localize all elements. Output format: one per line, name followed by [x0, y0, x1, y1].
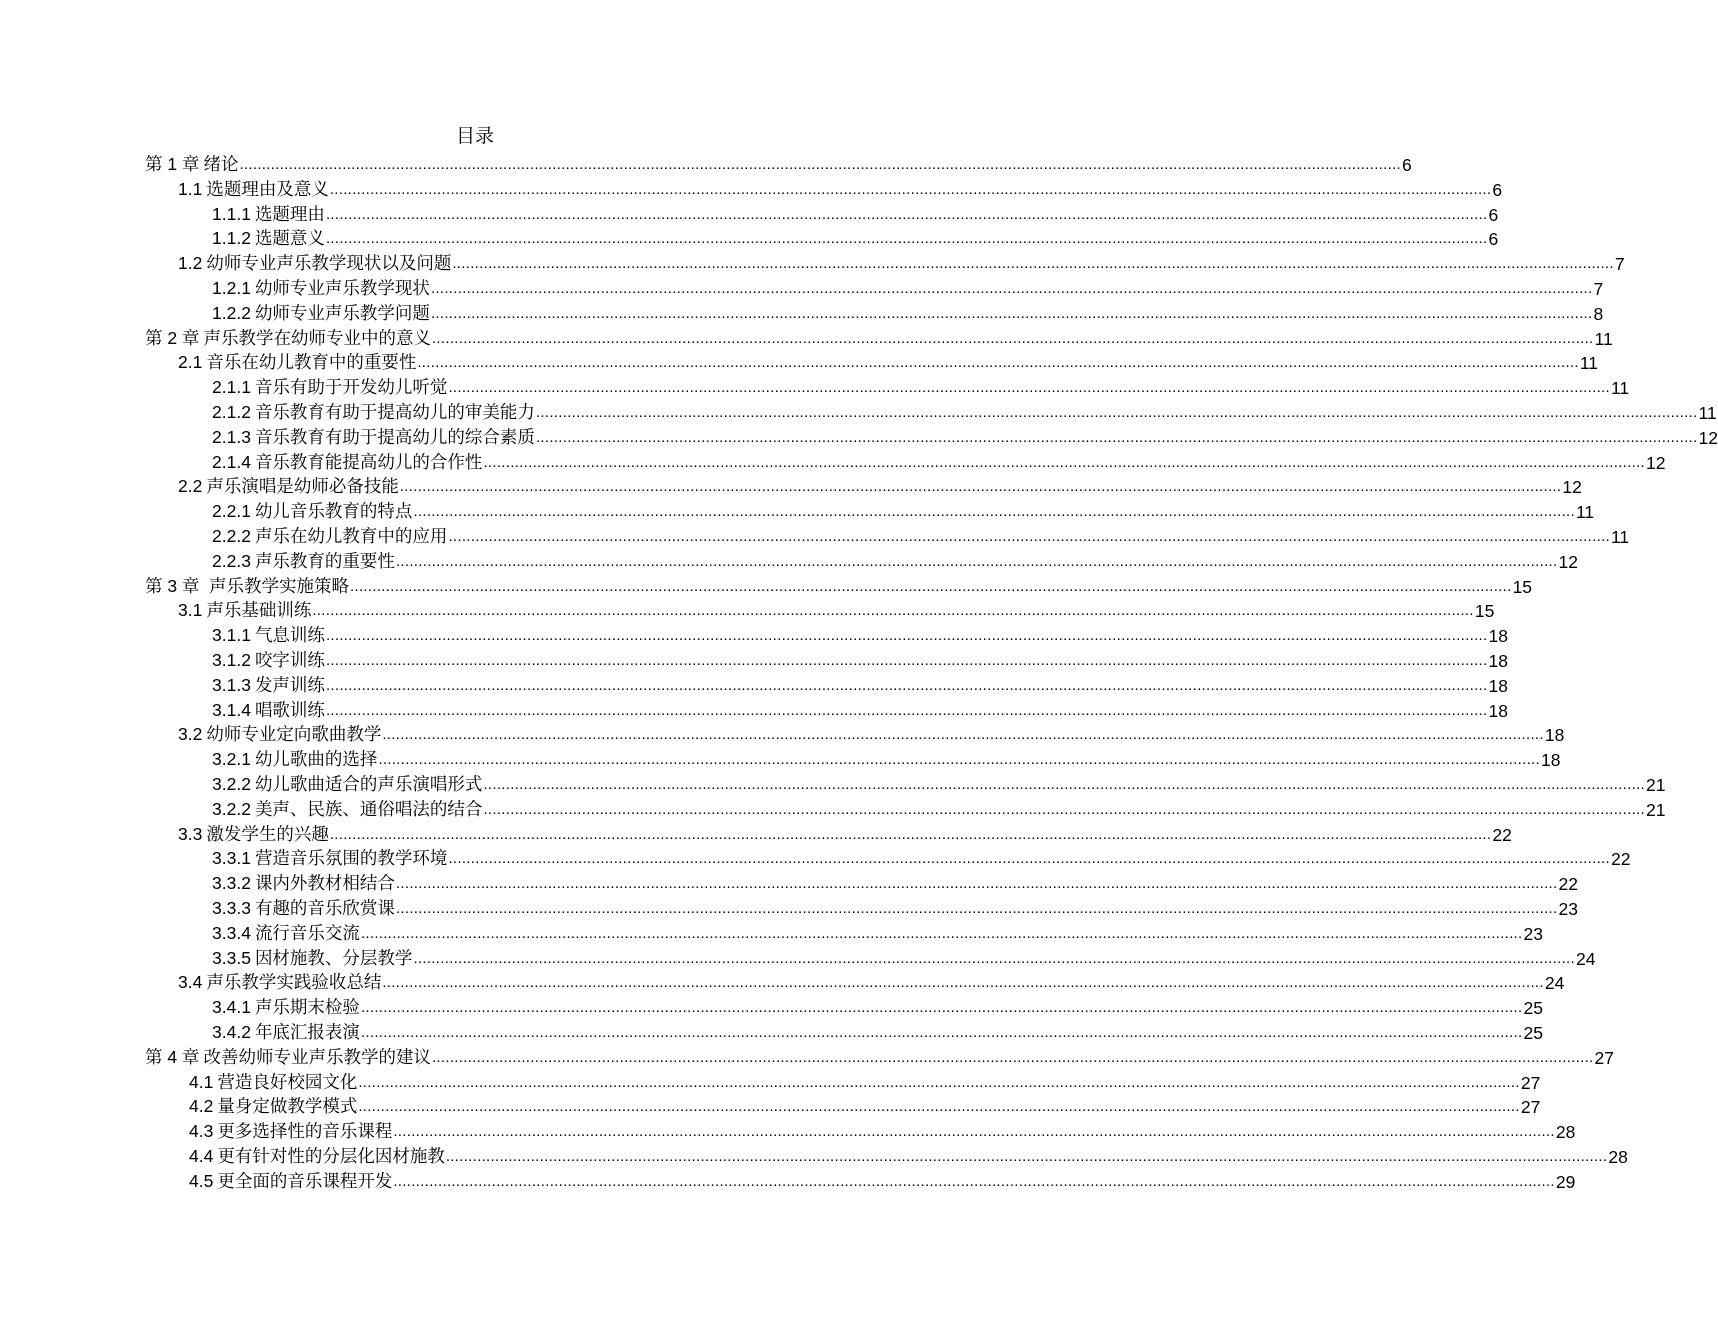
toc-entry-number: 3.1.2 — [212, 650, 251, 670]
toc-entry[interactable] — [189, 1118, 1576, 1143]
toc-dot-leader: .................................................................................................................................................................................................................................................................... — [358, 1073, 1520, 1091]
toc-entry-label — [212, 624, 325, 647]
toc-entry-page: 11 — [1610, 527, 1630, 547]
toc-entry-title: 量身定做教学模式 — [217, 1097, 358, 1118]
toc-entry-number: 第 3 章 — [145, 575, 200, 596]
toc-dot-leader: .................................................................................................................................................................................................................................................................... — [452, 255, 1614, 273]
toc-entry-number: 3.4.1 — [212, 997, 251, 1018]
toc-entry[interactable] — [212, 994, 1543, 1019]
toc-entry-label — [189, 1071, 357, 1094]
toc-entry-number: 1.2 — [178, 253, 203, 274]
toc-entry[interactable] — [212, 697, 1508, 722]
toc-entry-number: 3.2.1 — [212, 749, 251, 770]
toc-entry-number: 2.1.4 — [212, 451, 251, 472]
toc-entry-page: 18 — [1488, 700, 1508, 721]
toc-entry[interactable] — [212, 548, 1578, 573]
toc-entry-page: 11 — [1575, 502, 1595, 523]
toc-entry-title: 年底汇报表演 — [254, 1023, 360, 1043]
toc-entry-title: 发声训练 — [254, 675, 325, 696]
toc-entry-page: 27 — [1520, 1097, 1541, 1118]
toc-entry-page: 22 — [1492, 824, 1512, 845]
toc-entry-title: 气息训练 — [254, 626, 325, 647]
toc-entry-label — [212, 525, 447, 548]
toc-dot-leader: .................................................................................................................................................................................................................................................................... — [535, 404, 1698, 421]
toc-entry-title: 音乐在幼儿教育中的重要性 — [206, 353, 417, 374]
toc-entry[interactable] — [178, 349, 1599, 374]
toc-entry[interactable] — [178, 176, 1503, 201]
toc-entry[interactable] — [212, 449, 1666, 474]
toc-entry[interactable] — [212, 845, 1631, 870]
toc-entry-label — [178, 178, 329, 201]
toc-entry-label — [178, 351, 416, 374]
toc-entry-title: 课内外教材相结合 — [254, 874, 395, 895]
toc-entry-number: 1.2.2 — [212, 302, 251, 323]
toc-dot-leader: .................................................................................................................................................................................................................................................................... — [430, 280, 1593, 297]
toc-entry-page: 21 — [1645, 799, 1666, 820]
toc-entry[interactable] — [212, 399, 1717, 424]
toc-entry-label — [212, 872, 395, 895]
toc-dot-leader: .................................................................................................................................................................................................................................................................... — [399, 478, 1562, 496]
toc-entry[interactable] — [178, 721, 1565, 746]
toc-entry-number: 2.2.2 — [212, 526, 251, 546]
toc-entry-page: 18 — [1540, 750, 1561, 771]
toc-entry-page: 28 — [1608, 1147, 1628, 1167]
toc-entry-title: 幼师专业定向歌曲教学 — [206, 725, 382, 746]
toc-entry-number: 第 2 章 — [145, 327, 200, 348]
toc-entry-title: 营造良好校园文化 — [217, 1072, 358, 1093]
toc-dot-leader: .................................................................................................................................................................................................................................................................... — [483, 453, 1645, 471]
toc-entry-label — [212, 699, 325, 722]
toc-entry-number: 第 1 章 — [145, 154, 200, 174]
toc-entry-number: 4.3 — [189, 1121, 214, 1142]
toc-entry-label — [212, 773, 482, 796]
toc-entry-title: 选题理由 — [254, 204, 325, 225]
toc-dot-leader: .................................................................................................................................................................................................................................................................... — [239, 156, 1402, 173]
toc-entry-number: 3.3.4 — [212, 922, 251, 943]
toc-entry-title: 音乐教育有助于提高幼儿的综合素质 — [254, 427, 535, 448]
toc-entry-page: 27 — [1520, 1072, 1541, 1093]
toc-entry-label — [212, 674, 325, 697]
toc-entry-title: 声乐教学在幼师专业中的意义 — [203, 328, 431, 349]
toc-entry-label — [212, 847, 447, 870]
toc-entry-page: 15 — [1512, 576, 1533, 597]
toc-entry-number: 1.1 — [178, 178, 203, 199]
toc-dot-leader: .................................................................................................................................................................................................................................................................... — [325, 701, 1488, 719]
toc-entry-title: 声乐教学实践验收总结 — [206, 973, 382, 994]
toc-entry-label — [212, 1021, 360, 1044]
toc-entry-title: 营造音乐氛围的教学环境 — [254, 849, 448, 870]
toc-title: 目录 — [455, 125, 494, 147]
toc-entry[interactable] — [212, 275, 1604, 300]
toc-entry-title: 激发学生的兴趣 — [206, 824, 329, 845]
toc-entry-title: 幼师专业声乐教学问题 — [254, 303, 430, 324]
toc-dot-leader: .................................................................................................................................................................................................................................................................... — [430, 304, 1593, 322]
toc-entry-page: 22 — [1558, 874, 1578, 895]
toc-entry[interactable] — [212, 1019, 1543, 1044]
toc-entry-label — [145, 153, 238, 176]
toc-entry-number: 3.2 — [178, 724, 203, 745]
toc-entry-page: 12 — [1645, 452, 1666, 473]
toc-entry[interactable] — [189, 1168, 1576, 1193]
toc-entry[interactable] — [212, 870, 1578, 895]
toc-entry-label — [189, 1170, 392, 1193]
toc-entry[interactable] — [178, 597, 1495, 622]
toc-entry-title: 音乐教育能提高幼儿的合作性 — [254, 452, 483, 473]
toc-entry-label — [145, 327, 431, 350]
toc-entry-number: 2.2.1 — [212, 501, 251, 522]
toc-entry-page: 12 — [1558, 551, 1578, 572]
toc-entry-title: 更全面的音乐课程开发 — [217, 1171, 393, 1192]
toc-entry-title: 声乐演唱是幼师必备技能 — [206, 477, 399, 498]
toc-dot-leader: .................................................................................................................................................................................................................................................................... — [360, 999, 1523, 1017]
toc-entry-title: 声乐教育的重要性 — [254, 551, 395, 572]
toc-entry-label — [212, 500, 412, 523]
toc-entry[interactable] — [178, 821, 1512, 846]
toc-entry[interactable] — [212, 771, 1666, 796]
toc-entry-number: 3.3 — [178, 823, 203, 844]
toc-entry-label — [189, 1120, 392, 1143]
toc-entry-number: 第 4 章 — [145, 1046, 200, 1067]
toc-entry-label — [212, 748, 377, 771]
toc-entry-label — [212, 277, 430, 300]
toc-entry-page: 25 — [1523, 1023, 1543, 1043]
toc-entry-label — [212, 897, 395, 920]
toc-entry-label — [145, 1046, 431, 1069]
toc-entry-page: 29 — [1555, 1171, 1576, 1192]
toc-dot-leader: .................................................................................................................................................................................................................................................................... — [448, 528, 1610, 545]
toc-entry-page: 11 — [1610, 378, 1630, 399]
toc-entry-title: 有趣的音乐欣赏课 — [254, 899, 395, 919]
toc-dot-leader: .................................................................................................................................................................................................................................................................... — [395, 900, 1558, 917]
toc-entry[interactable] — [212, 374, 1630, 399]
toc-entry-page: 27 — [1594, 1047, 1614, 1068]
toc-entry-page: 18 — [1488, 651, 1508, 671]
toc-dot-leader: .................................................................................................................................................................................................................................................................... — [378, 751, 1540, 769]
toc-entry-label — [189, 1145, 445, 1168]
toc-entry-number: 1.1.2 — [212, 228, 251, 249]
toc-entry-number: 1.2.1 — [212, 278, 251, 298]
toc-entry-page: 7 — [1593, 279, 1604, 299]
toc-entry-page: 23 — [1558, 899, 1578, 919]
toc-entry-page: 25 — [1523, 998, 1543, 1019]
toc-entry[interactable] — [212, 622, 1508, 647]
toc-entry-page: 6 — [1488, 229, 1499, 250]
toc-entry-number: 3.3.1 — [212, 848, 251, 869]
toc-entry-page: 23 — [1523, 923, 1543, 944]
toc-entry-label — [212, 376, 447, 399]
toc-entry-title: 美声、民族、通俗唱法的结合 — [254, 799, 483, 820]
toc-entry-page: 11 — [1698, 403, 1717, 423]
toc-entry-title: 咬字训练 — [254, 651, 325, 671]
toc-entry[interactable] — [145, 1044, 1614, 1069]
toc-entry[interactable] — [189, 1069, 1541, 1094]
toc-entry-page: 15 — [1474, 601, 1495, 622]
toc-entry-title: 更有针对性的分层化因材施教 — [217, 1147, 445, 1167]
toc-entry[interactable] — [189, 1143, 1628, 1168]
toc-entry-label — [145, 575, 349, 598]
toc-entry-number: 3.1.1 — [212, 625, 251, 646]
toc-entry[interactable] — [212, 945, 1596, 970]
toc-entry-page: 24 — [1544, 973, 1565, 994]
toc-entry[interactable] — [178, 473, 1582, 498]
toc-entry[interactable] — [178, 250, 1625, 275]
toc-dot-leader: .................................................................................................................................................................................................................................................................... — [325, 652, 1488, 669]
toc-entry-title: 唱歌训练 — [254, 700, 325, 721]
toc-dot-leader: .................................................................................................................................................................................................................................................................... — [350, 577, 1512, 595]
toc-dot-leader: .................................................................................................................................................................................................................................................................... — [431, 329, 1594, 347]
toc-entry[interactable] — [212, 796, 1666, 821]
toc-entry-title: 幼儿音乐教育的特点 — [254, 502, 413, 523]
toc-entry[interactable] — [212, 201, 1499, 226]
toc-entry-page: 6 — [1488, 204, 1499, 225]
toc-dot-leader: .................................................................................................................................................................................................................................................................... — [360, 1024, 1523, 1041]
toc-dot-leader: .................................................................................................................................................................................................................................................................... — [483, 800, 1645, 818]
toc-entry-label — [212, 426, 535, 449]
toc-dot-leader: .................................................................................................................................................................................................................................................................... — [325, 676, 1488, 694]
toc-entry-page: 18 — [1544, 725, 1565, 746]
toc-entry-number: 2.1.3 — [212, 426, 251, 447]
toc-entry-title: 音乐教育有助于提高幼儿的审美能力 — [254, 403, 535, 423]
toc-entry-page: 8 — [1593, 303, 1604, 324]
toc-entry-page: 12 — [1562, 477, 1582, 498]
toc-entry-label — [212, 203, 325, 226]
toc-dot-leader: .................................................................................................................................................................................................................................................................... — [395, 552, 1558, 570]
toc-entry-page: 18 — [1488, 626, 1508, 647]
toc-entry-page: 12 — [1698, 427, 1718, 448]
toc-entry-label — [212, 550, 395, 573]
toc-dot-leader: .................................................................................................................................................................................................................................................................... — [358, 1098, 1520, 1116]
toc-dot-leader: .................................................................................................................................................................................................................................................................... — [445, 1148, 1608, 1165]
toc-entry-title: 绪论 — [203, 155, 239, 175]
toc-dot-leader: .................................................................................................................................................................................................................................................................... — [360, 924, 1523, 942]
toc-entry-title: 选题理由及意义 — [206, 179, 329, 200]
toc-entry[interactable] — [212, 920, 1543, 945]
toc-entry-number: 2.2.3 — [212, 550, 251, 571]
toc-entry-label — [212, 401, 535, 424]
toc-entry-title: 因材施教、分层教学 — [254, 948, 413, 969]
toc-entry-label — [212, 996, 360, 1019]
toc-dot-leader: .................................................................................................................................................................................................................................................................... — [483, 776, 1645, 793]
toc-entry-label — [178, 252, 451, 275]
toc-entry[interactable] — [212, 523, 1630, 548]
toc-entry[interactable] — [178, 969, 1565, 994]
toc-entry-page: 6 — [1492, 179, 1503, 200]
toc-entry-page: 18 — [1488, 675, 1508, 696]
toc-entry-label — [178, 971, 381, 994]
toc-dot-leader: .................................................................................................................................................................................................................................................................... — [448, 850, 1610, 868]
toc-entry-title: 选题意义 — [254, 229, 325, 250]
toc-entry-page: 28 — [1555, 1122, 1576, 1143]
toc-entry-number: 4.1 — [189, 1071, 214, 1092]
toc-dot-leader: .................................................................................................................................................................................................................................................................... — [417, 354, 1579, 372]
toc-entry-number: 3.3.2 — [212, 873, 251, 894]
toc-entry-page: 7 — [1614, 254, 1625, 275]
toc-entry[interactable] — [189, 1093, 1541, 1118]
toc-entry-title: 幼师专业声乐教学现状以及问题 — [206, 254, 452, 275]
toc-entry-number: 3.2.2 — [212, 774, 251, 794]
toc-dot-leader: .................................................................................................................................................................................................................................................................... — [535, 428, 1698, 446]
toc-dot-leader: .................................................................................................................................................................................................................................................................... — [413, 949, 1575, 967]
toc-entry-number: 2.1.1 — [212, 377, 251, 398]
toc-entry[interactable] — [212, 498, 1595, 523]
toc-entry[interactable] — [145, 151, 1412, 176]
toc-dot-leader: .................................................................................................................................................................................................................................................................... — [325, 205, 1488, 223]
toc-dot-leader: .................................................................................................................................................................................................................................................................... — [325, 627, 1488, 645]
toc-dot-leader: .................................................................................................................................................................................................................................................................... — [395, 875, 1558, 893]
toc-entry-number: 3.3.3 — [212, 898, 251, 918]
toc-entry-number: 3.1 — [178, 600, 203, 621]
toc-dot-leader: .................................................................................................................................................................................................................................................................... — [382, 974, 1544, 992]
toc-dot-leader: .................................................................................................................................................................................................................................................................... — [382, 726, 1544, 744]
toc-entry-label — [212, 798, 482, 821]
toc-entry-number: 3.2.2 — [212, 798, 251, 819]
toc-entry-title: 幼儿歌曲适合的声乐演唱形式 — [254, 775, 483, 795]
toc-entry-number: 2.1.2 — [212, 402, 251, 422]
toc-entry-label — [178, 599, 311, 622]
toc-entry-number: 3.4.2 — [212, 1022, 251, 1042]
toc-entry-label — [178, 475, 399, 498]
toc-entry[interactable] — [212, 225, 1499, 250]
toc-entry-label — [212, 302, 430, 325]
toc-entry-title: 音乐有助于开发幼儿听觉 — [254, 378, 448, 399]
toc-entry-title: 声乐基础训练 — [206, 601, 312, 622]
toc-entry-page: 21 — [1645, 775, 1666, 795]
toc-entry-label — [212, 227, 325, 250]
toc-entry-page: 24 — [1575, 948, 1596, 969]
toc-entry-number: 4.2 — [189, 1096, 214, 1117]
toc-entry[interactable] — [145, 573, 1533, 598]
toc-dot-leader: .................................................................................................................................................................................................................................................................... — [312, 602, 1474, 620]
toc-entry-page: 6 — [1402, 155, 1412, 175]
toc-entry-title: 声乐期末检验 — [254, 998, 360, 1019]
toc-dot-leader: .................................................................................................................................................................................................................................................................... — [431, 1048, 1594, 1066]
toc-entry[interactable] — [212, 672, 1508, 697]
toc-dot-leader: .................................................................................................................................................................................................................................................................... — [325, 230, 1488, 248]
toc-entry[interactable] — [212, 300, 1604, 325]
toc-entry-title: 声乐教学实施策略 — [203, 576, 350, 597]
toc-entry[interactable] — [145, 325, 1613, 350]
toc-dot-leader: .................................................................................................................................................................................................................................................................... — [329, 825, 1492, 843]
toc-entry-title: 幼儿歌曲的选择 — [254, 750, 378, 771]
toc-entry-label — [212, 947, 412, 970]
toc-entry-label — [178, 823, 329, 846]
toc-entry-number: 2.1 — [178, 352, 203, 373]
toc-entry[interactable] — [212, 746, 1561, 771]
toc-entry-number: 3.3.5 — [212, 947, 251, 968]
toc-entry-title: 更多选择性的音乐课程 — [217, 1122, 393, 1143]
toc-entry[interactable] — [212, 424, 1718, 449]
toc-entry-title: 改善幼师专业声乐教学的建议 — [203, 1047, 431, 1068]
toc-entry-page: 11 — [1579, 353, 1599, 374]
toc-dot-leader: .................................................................................................................................................................................................................................................................... — [393, 1172, 1555, 1190]
toc-entry-number: 3.1.4 — [212, 699, 251, 720]
toc-entry-label — [189, 1095, 357, 1118]
toc-dot-leader: .................................................................................................................................................................................................................................................................... — [413, 503, 1575, 521]
toc-entry-number: 3.1.3 — [212, 674, 251, 695]
toc-entry-title: 流行音乐交流 — [254, 923, 360, 944]
toc-dot-leader: .................................................................................................................................................................................................................................................................... — [329, 180, 1492, 198]
toc-entry[interactable] — [212, 647, 1508, 672]
toc-entry-number: 3.4 — [178, 972, 203, 993]
toc-entry-label — [212, 649, 325, 672]
toc-entry-page: 22 — [1610, 849, 1631, 870]
toc-entry-number: 1.1.1 — [212, 203, 251, 224]
toc-entry[interactable] — [212, 895, 1578, 920]
toc-entry-number: 2.2 — [178, 476, 203, 497]
toc-entry-title: 幼师专业声乐教学现状 — [254, 279, 430, 299]
toc-entry-label — [212, 922, 360, 945]
toc-entry-number: 4.5 — [189, 1170, 214, 1191]
toc-entry-page: 11 — [1594, 328, 1613, 349]
toc-dot-leader: .................................................................................................................................................................................................................................................................... — [448, 379, 1610, 397]
toc-dot-leader: .................................................................................................................................................................................................................................................................... — [393, 1123, 1555, 1141]
toc-entry-title: 声乐在幼儿教育中的应用 — [254, 527, 448, 547]
toc-entry-label — [212, 451, 482, 474]
toc-entry-number: 4.4 — [189, 1146, 214, 1166]
toc-entry-label — [178, 723, 381, 746]
